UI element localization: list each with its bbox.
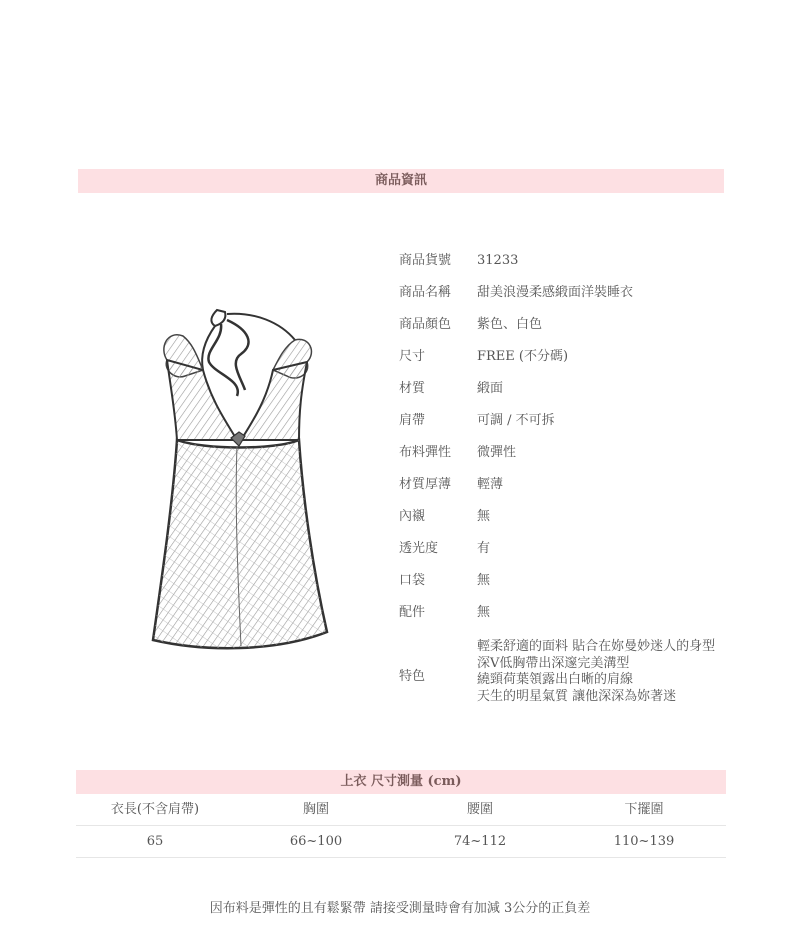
spec-row [399,341,729,373]
size-value-cell: 66~100 [289,834,343,849]
feature-lines [477,639,715,705]
size-value-cell: 74~112 [453,834,507,849]
size-header-cell: 腰圍 [466,802,493,817]
spec-label: 內襯 [399,509,426,524]
feature-line: 深V低胸帶出深邃完美溝型 [477,655,630,671]
size-measurement-title: 上衣 尺寸測量 (cm) [340,774,462,789]
size-table [76,794,726,858]
spec-value: 有 [477,541,491,556]
feature-line: 輕柔舒適的面料 貼合在妳曼妙迷人的身型 [477,639,716,654]
size-header-cell: 下擺圍 [624,802,664,817]
spec-row [399,437,729,469]
spec-label: 布料彈性 [399,445,452,460]
spec-label: 配件 [399,605,426,620]
size-value-cell: 110~139 [613,834,675,849]
spec-value: 31233 [477,253,519,268]
spec-row [399,277,729,309]
spec-row [399,533,729,565]
size-value-row [76,826,726,858]
spec-row [399,501,729,533]
product-info-title: 商品資訊 [374,173,427,188]
size-measurement-header [76,770,726,794]
spec-label: 商品名稱 [399,285,452,300]
spec-value: 甜美浪漫柔感緞面洋裝睡衣 [477,285,634,300]
size-header-row [76,794,726,826]
spec-value: 緞面 [477,381,504,396]
spec-label: 尺寸 [399,349,426,364]
size-value-cell: 65 [146,834,164,849]
spec-row [399,245,729,277]
spec-row [399,469,729,501]
feature-row [399,639,729,709]
spec-label: 透光度 [399,541,439,556]
spec-value: 無 [477,605,491,620]
spec-row [399,405,729,437]
feature-line: 繞頸荷葉領露出白晰的肩線 [477,672,634,687]
spec-value: 微彈性 [477,445,517,460]
spec-value: 輕薄 [477,477,504,492]
halter-nightdress-sketch-icon [145,300,340,655]
spec-row [399,565,729,597]
spec-label: 商品顏色 [399,317,452,332]
spec-row [399,597,729,629]
size-header-cell: 衣長(不含肩帶) [110,802,200,817]
spec-label: 材質厚薄 [399,477,452,492]
spec-table [399,245,729,629]
spec-label: 肩帶 [399,413,426,428]
measurement-footnote: 因布料是彈性的且有鬆緊帶 請接受測量時會有加減 3公分的正負差 [209,901,591,916]
feature-line: 天生的明星氣質 讓他深深為妳著迷 [477,688,677,704]
spec-value: 無 [477,509,491,524]
feature-label: 特色 [399,669,426,684]
spec-value: 紫色、白色 [477,317,543,332]
product-info-header [78,169,724,193]
spec-label: 商品貨號 [399,253,452,268]
product-image [145,300,340,655]
spec-label: 口袋 [399,573,426,588]
spec-row [399,309,729,341]
spec-value: 無 [477,573,491,588]
spec-label: 材質 [399,381,426,396]
spec-row [399,373,729,405]
size-header-cell: 胸圍 [302,802,329,817]
spec-value: FREE (不分碼) [477,349,569,364]
spec-value: 可調 / 不可拆 [477,413,555,428]
